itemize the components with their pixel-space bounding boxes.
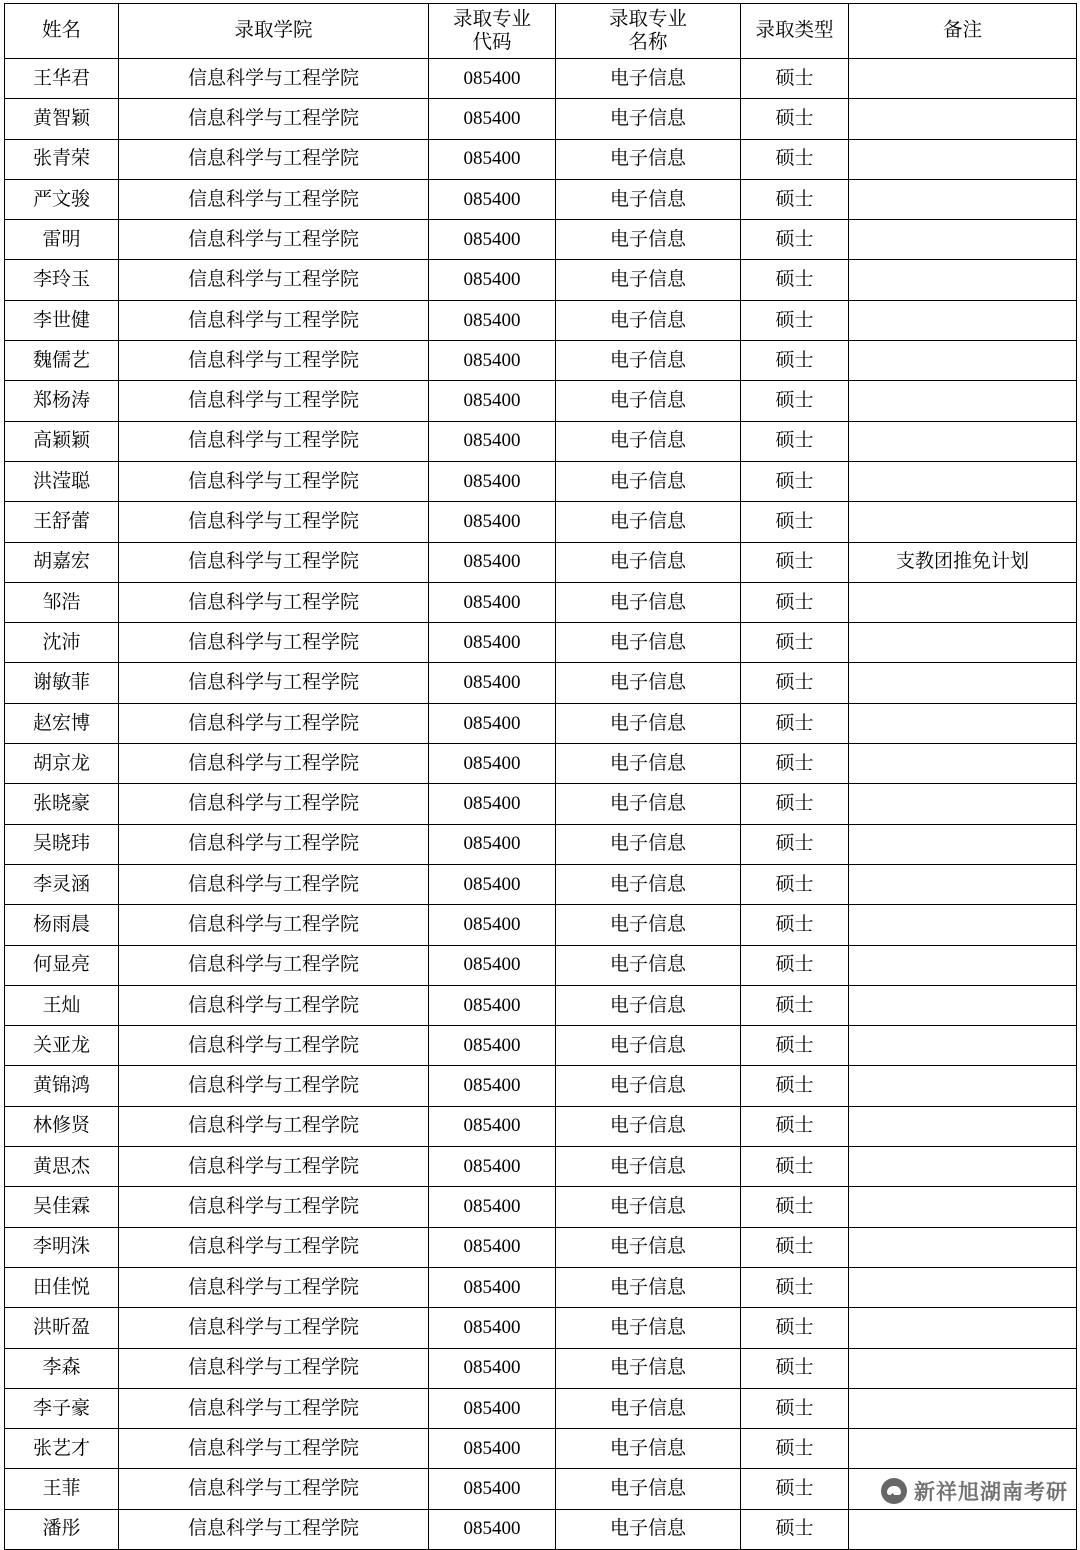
major-code: 085400 [429,260,556,300]
student-name: 魏儒艺 [5,341,119,381]
major-name: 电子信息 [556,99,741,139]
major-code: 085400 [429,179,556,219]
table-row [5,582,1077,622]
admission-type: 硕士 [741,1026,849,1066]
table-row [5,864,1077,904]
student-name: 杨雨晨 [5,905,119,945]
table-row [5,1106,1077,1146]
student-name: 田佳悦 [5,1267,119,1307]
remark [849,1227,1077,1267]
student-name: 吴晓玮 [5,824,119,864]
admission-type: 硕士 [741,542,849,582]
remark [849,1267,1077,1307]
major-name: 电子信息 [556,1066,741,1106]
student-name: 王菲 [5,1469,119,1509]
student-name: 林修贤 [5,1106,119,1146]
table-row [5,1066,1077,1106]
major-name: 电子信息 [556,139,741,179]
student-name: 黄思杰 [5,1147,119,1187]
admission-type: 硕士 [741,1429,849,1469]
admission-type: 硕士 [741,864,849,904]
watermark [881,1476,1068,1506]
student-name: 李世健 [5,300,119,340]
column-header-major-code-line2: 代码 [472,32,512,53]
major-code: 085400 [429,1509,556,1549]
major-name: 电子信息 [556,1147,741,1187]
column-header-major-name [556,4,741,59]
major-name: 电子信息 [556,502,741,542]
wechat-icon [881,1478,907,1504]
student-college: 信息科学与工程学院 [119,864,429,904]
student-college: 信息科学与工程学院 [119,99,429,139]
admission-type: 硕士 [741,1147,849,1187]
table-row [5,1308,1077,1348]
table-row [5,300,1077,340]
major-code: 085400 [429,824,556,864]
table-row [5,461,1077,501]
remark [849,663,1077,703]
column-header-type: 录取类型 [741,4,849,59]
student-name: 关亚龙 [5,1026,119,1066]
table-row [5,1388,1077,1428]
admission-type: 硕士 [741,1227,849,1267]
major-name: 电子信息 [556,1509,741,1549]
student-name: 严文骏 [5,179,119,219]
admission-type: 硕士 [741,1267,849,1307]
remark [849,985,1077,1025]
student-college: 信息科学与工程学院 [119,945,429,985]
admission-type: 硕士 [741,1509,849,1549]
table-row [5,1187,1077,1227]
major-code: 085400 [429,1469,556,1509]
admission-type: 硕士 [741,623,849,663]
remark [849,703,1077,743]
major-code: 085400 [429,864,556,904]
major-name: 电子信息 [556,905,741,945]
student-name: 洪昕盈 [5,1308,119,1348]
major-code: 085400 [429,1227,556,1267]
table-row [5,824,1077,864]
major-name: 电子信息 [556,59,741,99]
remark [849,1187,1077,1227]
remark [849,502,1077,542]
admission-type: 硕士 [741,1348,849,1388]
student-college: 信息科学与工程学院 [119,59,429,99]
student-college: 信息科学与工程学院 [119,663,429,703]
student-name: 胡京龙 [5,744,119,784]
major-name: 电子信息 [556,945,741,985]
major-code: 085400 [429,1026,556,1066]
major-code: 085400 [429,582,556,622]
table-row [5,1026,1077,1066]
admission-type: 硕士 [741,220,849,260]
table-row [5,381,1077,421]
admission-type: 硕士 [741,703,849,743]
major-name: 电子信息 [556,1227,741,1267]
remark [849,59,1077,99]
student-college: 信息科学与工程学院 [119,744,429,784]
table-row [5,341,1077,381]
major-code: 085400 [429,220,556,260]
admission-type: 硕士 [741,1187,849,1227]
column-header-college: 录取学院 [119,4,429,59]
major-code: 085400 [429,381,556,421]
remark [849,381,1077,421]
student-college: 信息科学与工程学院 [119,1106,429,1146]
student-name: 吴佳霖 [5,1187,119,1227]
column-header-major-code [429,4,556,59]
major-name: 电子信息 [556,1308,741,1348]
student-name: 李明洙 [5,1227,119,1267]
major-code: 085400 [429,784,556,824]
admission-type: 硕士 [741,341,849,381]
major-name: 电子信息 [556,300,741,340]
remark [849,1348,1077,1388]
remark [849,220,1077,260]
student-college: 信息科学与工程学院 [119,502,429,542]
major-name: 电子信息 [556,421,741,461]
major-code: 085400 [429,99,556,139]
major-code: 085400 [429,59,556,99]
remark [849,1308,1077,1348]
major-code: 085400 [429,1267,556,1307]
student-college: 信息科学与工程学院 [119,220,429,260]
student-college: 信息科学与工程学院 [119,824,429,864]
table-row [5,1147,1077,1187]
admission-type: 硕士 [741,945,849,985]
student-name: 李森 [5,1348,119,1388]
major-code: 085400 [429,744,556,784]
student-college: 信息科学与工程学院 [119,461,429,501]
remark [849,905,1077,945]
remark [849,300,1077,340]
student-college: 信息科学与工程学院 [119,1267,429,1307]
student-college: 信息科学与工程学院 [119,623,429,663]
table-row [5,502,1077,542]
remark [849,461,1077,501]
remark [849,1106,1077,1146]
major-code: 085400 [429,905,556,945]
column-header-major-name-line2: 名称 [628,32,668,53]
student-college: 信息科学与工程学院 [119,985,429,1025]
student-name: 黄锦鸿 [5,1066,119,1106]
table-row [5,220,1077,260]
student-college: 信息科学与工程学院 [119,421,429,461]
remark [849,1429,1077,1469]
major-code: 085400 [429,1308,556,1348]
student-name: 赵宏博 [5,703,119,743]
table-row [5,1509,1077,1549]
student-college: 信息科学与工程学院 [119,1187,429,1227]
table-row [5,905,1077,945]
remark [849,582,1077,622]
student-college: 信息科学与工程学院 [119,381,429,421]
remark [849,623,1077,663]
column-header-remark: 备注 [849,4,1077,59]
major-code: 085400 [429,341,556,381]
student-college: 信息科学与工程学院 [119,1026,429,1066]
admission-type: 硕士 [741,663,849,703]
table-row [5,1429,1077,1469]
student-college: 信息科学与工程学院 [119,582,429,622]
student-name: 黄智颖 [5,99,119,139]
remark [849,784,1077,824]
student-name: 王灿 [5,985,119,1025]
admission-type: 硕士 [741,985,849,1025]
table-header-row [5,4,1077,59]
major-name: 电子信息 [556,623,741,663]
student-college: 信息科学与工程学院 [119,703,429,743]
student-college: 信息科学与工程学院 [119,300,429,340]
student-name: 王舒蕾 [5,502,119,542]
table-row [5,985,1077,1025]
student-college: 信息科学与工程学院 [119,1348,429,1388]
student-college: 信息科学与工程学院 [119,1509,429,1549]
admission-type: 硕士 [741,381,849,421]
major-code: 085400 [429,985,556,1025]
student-college: 信息科学与工程学院 [119,139,429,179]
column-header-major-name-line1: 录取专业 [608,8,687,30]
table-body [5,59,1077,1550]
student-name: 洪滢聪 [5,461,119,501]
student-name: 潘彤 [5,1509,119,1549]
major-name: 电子信息 [556,824,741,864]
major-code: 085400 [429,623,556,663]
remark [849,1066,1077,1106]
remark [849,139,1077,179]
student-college: 信息科学与工程学院 [119,260,429,300]
admission-type: 硕士 [741,99,849,139]
remark [849,864,1077,904]
major-name: 电子信息 [556,663,741,703]
major-name: 电子信息 [556,461,741,501]
table-row [5,139,1077,179]
admission-type: 硕士 [741,139,849,179]
admission-type: 硕士 [741,502,849,542]
major-code: 085400 [429,1348,556,1388]
student-college: 信息科学与工程学院 [119,905,429,945]
table-row [5,703,1077,743]
table-row [5,623,1077,663]
student-name: 李子豪 [5,1388,119,1428]
table-row [5,260,1077,300]
table-row [5,1227,1077,1267]
remark: 支教团推免计划 [849,542,1077,582]
remark [849,260,1077,300]
admission-type: 硕士 [741,1106,849,1146]
table-row [5,663,1077,703]
major-name: 电子信息 [556,784,741,824]
student-name: 沈沛 [5,623,119,663]
major-name: 电子信息 [556,703,741,743]
admission-type: 硕士 [741,744,849,784]
major-name: 电子信息 [556,744,741,784]
major-code: 085400 [429,502,556,542]
major-code: 085400 [429,421,556,461]
major-name: 电子信息 [556,1267,741,1307]
remark [849,824,1077,864]
remark [849,1509,1077,1549]
major-code: 085400 [429,1106,556,1146]
student-name: 王华君 [5,59,119,99]
remark [849,179,1077,219]
admission-type: 硕士 [741,582,849,622]
major-name: 电子信息 [556,1469,741,1509]
student-name: 高颖颖 [5,421,119,461]
major-name: 电子信息 [556,260,741,300]
table-row [5,99,1077,139]
table-row [5,744,1077,784]
major-code: 085400 [429,461,556,501]
major-name: 电子信息 [556,542,741,582]
column-header-name: 姓名 [5,4,119,59]
table-row [5,1267,1077,1307]
major-name: 电子信息 [556,864,741,904]
student-name: 谢敏菲 [5,663,119,703]
major-name: 电子信息 [556,1388,741,1428]
major-code: 085400 [429,703,556,743]
remark [849,1388,1077,1428]
admission-type: 硕士 [741,1388,849,1428]
admission-type: 硕士 [741,179,849,219]
major-name: 电子信息 [556,220,741,260]
major-code: 085400 [429,1147,556,1187]
student-name: 张艺才 [5,1429,119,1469]
table-row [5,421,1077,461]
remark [849,1026,1077,1066]
remark [849,744,1077,784]
student-name: 何显亮 [5,945,119,985]
student-name: 雷明 [5,220,119,260]
major-name: 电子信息 [556,985,741,1025]
major-name: 电子信息 [556,1348,741,1388]
table-row [5,1348,1077,1388]
student-college: 信息科学与工程学院 [119,179,429,219]
major-code: 085400 [429,1187,556,1227]
major-code: 085400 [429,1066,556,1106]
admission-type: 硕士 [741,1066,849,1106]
major-name: 电子信息 [556,582,741,622]
student-college: 信息科学与工程学院 [119,1227,429,1267]
student-college: 信息科学与工程学院 [119,1429,429,1469]
student-college: 信息科学与工程学院 [119,542,429,582]
major-name: 电子信息 [556,1106,741,1146]
student-name: 胡嘉宏 [5,542,119,582]
table-row [5,542,1077,582]
table-row [5,945,1077,985]
table-row [5,179,1077,219]
admission-type: 硕士 [741,905,849,945]
student-name: 李玲玉 [5,260,119,300]
student-college: 信息科学与工程学院 [119,1066,429,1106]
watermark-text: 新祥旭湖南考研 [914,1481,1068,1504]
major-name: 电子信息 [556,381,741,421]
admission-type: 硕士 [741,1308,849,1348]
student-college: 信息科学与工程学院 [119,1388,429,1428]
major-code: 085400 [429,945,556,985]
student-college: 信息科学与工程学院 [119,341,429,381]
admission-type: 硕士 [741,300,849,340]
student-college: 信息科学与工程学院 [119,784,429,824]
admission-type: 硕士 [741,461,849,501]
admission-type: 硕士 [741,421,849,461]
admission-type: 硕士 [741,1469,849,1509]
remark [849,1147,1077,1187]
major-code: 085400 [429,1388,556,1428]
student-college: 信息科学与工程学院 [119,1147,429,1187]
student-name: 李灵涵 [5,864,119,904]
major-code: 085400 [429,542,556,582]
admission-type: 硕士 [741,784,849,824]
major-name: 电子信息 [556,1429,741,1469]
student-name: 张晓豪 [5,784,119,824]
major-code: 085400 [429,1429,556,1469]
student-college: 信息科学与工程学院 [119,1308,429,1348]
major-name: 电子信息 [556,1026,741,1066]
major-code: 085400 [429,300,556,340]
admission-type: 硕士 [741,824,849,864]
student-name: 张青荣 [5,139,119,179]
remark [849,99,1077,139]
student-name: 郑杨涛 [5,381,119,421]
remark [849,421,1077,461]
admission-type: 硕士 [741,59,849,99]
student-name: 邹浩 [5,582,119,622]
student-college: 信息科学与工程学院 [119,1469,429,1509]
major-name: 电子信息 [556,341,741,381]
table-row [5,59,1077,99]
major-code: 085400 [429,139,556,179]
major-name: 电子信息 [556,179,741,219]
admission-table [4,3,1077,1550]
remark [849,945,1077,985]
remark [849,341,1077,381]
major-name: 电子信息 [556,1187,741,1227]
table-row [5,784,1077,824]
column-header-major-code-line1: 录取专业 [452,8,531,30]
major-code: 085400 [429,663,556,703]
admission-type: 硕士 [741,260,849,300]
